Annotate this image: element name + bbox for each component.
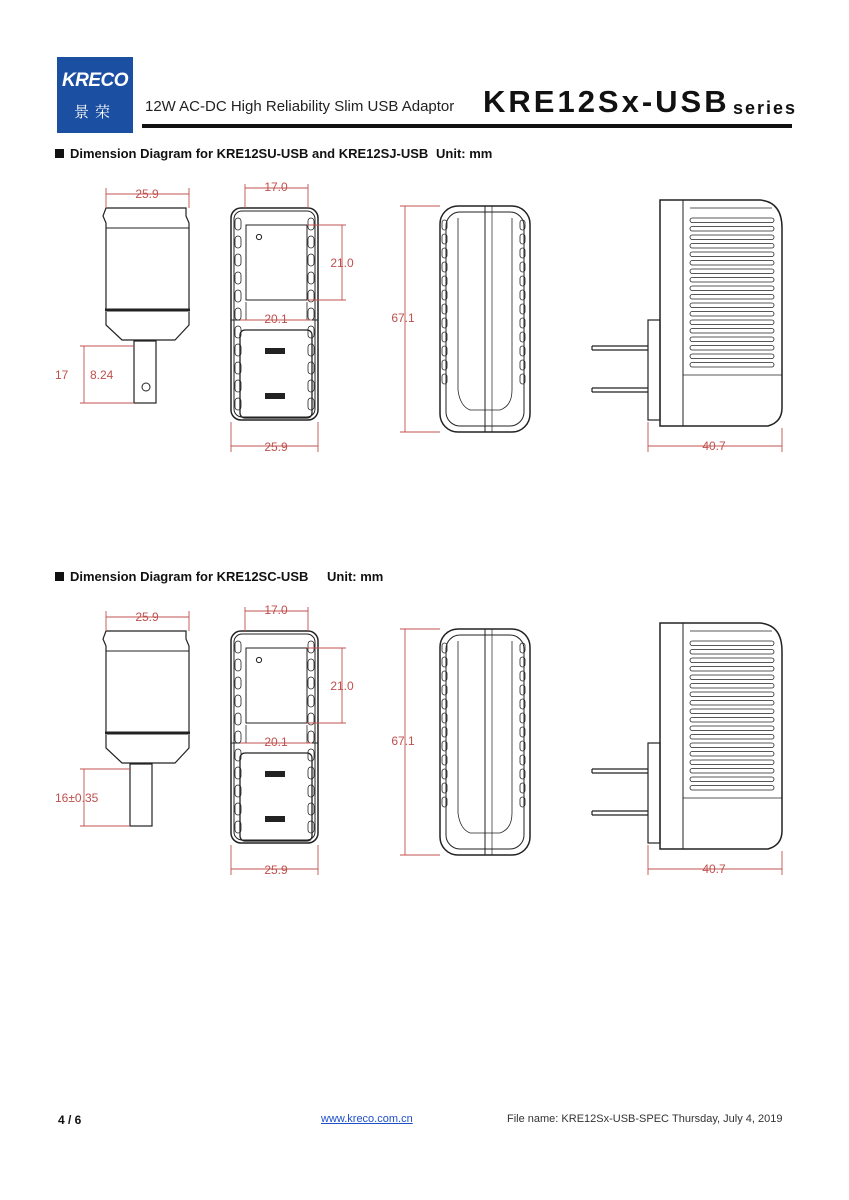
profile-vent-slots bbox=[442, 220, 525, 384]
vent-rib bbox=[235, 290, 241, 302]
dim-plug-width: 20.1 bbox=[264, 735, 288, 749]
kreco-logo bbox=[57, 57, 133, 133]
dim-front-width-bottom: 25.9 bbox=[264, 440, 288, 454]
vent-rib bbox=[308, 821, 314, 833]
vent-rib bbox=[690, 354, 774, 359]
adaptor-rear-view bbox=[592, 623, 782, 849]
vent-rib bbox=[308, 344, 314, 356]
vent-rib bbox=[235, 641, 241, 653]
vent-rib bbox=[235, 731, 241, 743]
vent-rib bbox=[308, 398, 314, 410]
vent-rib bbox=[690, 286, 774, 291]
section-title-1-text: Dimension Diagram for KRE12SU-USB and KRE12SJ-USB bbox=[70, 146, 429, 161]
vent-rib bbox=[308, 308, 314, 320]
vent-rib bbox=[690, 692, 774, 697]
vent-rib bbox=[690, 337, 774, 342]
vent-rib bbox=[690, 658, 774, 663]
vent-rib bbox=[690, 760, 774, 765]
vent-rib bbox=[235, 713, 241, 725]
vent-rib bbox=[690, 303, 774, 308]
dim-front-width-top: 17.0 bbox=[264, 603, 288, 617]
vent-rib bbox=[308, 659, 314, 671]
dimension-lines bbox=[80, 184, 782, 452]
dim-pin-length: 17 bbox=[55, 368, 69, 382]
vent-rib bbox=[690, 743, 774, 748]
vent-rib bbox=[690, 650, 774, 655]
vent-rib bbox=[690, 244, 774, 249]
vent-rib bbox=[690, 269, 774, 274]
dimension-diagram-2 bbox=[0, 593, 849, 893]
vent-rib bbox=[690, 709, 774, 714]
vent-rib bbox=[690, 261, 774, 266]
dim-front-width-top: 17.0 bbox=[264, 180, 288, 194]
vent-rib bbox=[235, 677, 241, 689]
website-link[interactable]: www.kreco.com.cn bbox=[321, 1113, 413, 1125]
section-title-1 bbox=[55, 146, 428, 161]
vent-rib bbox=[690, 278, 774, 283]
vent-rib bbox=[690, 295, 774, 300]
adaptor-profile-view bbox=[440, 629, 530, 855]
series-model-title: KRE12Sx-USB bbox=[483, 84, 730, 119]
square-bullet-icon bbox=[55, 149, 64, 158]
vent-rib bbox=[308, 731, 314, 743]
vent-rib bbox=[690, 363, 774, 368]
vent-rib bbox=[308, 254, 314, 266]
vent-rib bbox=[235, 308, 241, 320]
dim-depth: 40.7 bbox=[702, 439, 726, 453]
section-title-2 bbox=[55, 569, 308, 584]
vent-rib bbox=[308, 380, 314, 392]
vent-rib bbox=[308, 767, 314, 779]
adaptor-rear-view bbox=[592, 200, 782, 426]
vent-rib bbox=[690, 735, 774, 740]
dim-side-width: 25.9 bbox=[135, 187, 159, 201]
vent-rib bbox=[308, 785, 314, 797]
vent-rib bbox=[308, 641, 314, 653]
profile-vent-slots bbox=[442, 643, 525, 807]
vent-rib bbox=[235, 218, 241, 230]
vent-rib bbox=[690, 252, 774, 257]
dim-plug-width: 20.1 bbox=[264, 312, 288, 326]
dimension-diagram-1 bbox=[0, 170, 849, 470]
vent-rib bbox=[690, 701, 774, 706]
vent-rib bbox=[690, 684, 774, 689]
vent-rib bbox=[235, 272, 241, 284]
vent-rib bbox=[690, 667, 774, 672]
adaptor-profile-view bbox=[440, 206, 530, 432]
adaptor-side-view bbox=[103, 631, 190, 763]
vent-rib bbox=[690, 675, 774, 680]
pin-hole bbox=[142, 383, 150, 391]
vent-rib bbox=[690, 320, 774, 325]
page-number: 4 / 6 bbox=[58, 1113, 82, 1127]
dim-label-height: 21.0 bbox=[330, 679, 354, 693]
vent-rib bbox=[308, 272, 314, 284]
dim-depth: 40.7 bbox=[702, 862, 726, 876]
section-title-2-text: Dimension Diagram for KRE12SC-USB bbox=[70, 569, 309, 584]
vent-rib bbox=[308, 695, 314, 707]
logo-chinese-text: 景荣 bbox=[73, 103, 116, 121]
dim-pin-spacing: 8.24 bbox=[90, 368, 114, 382]
vent-rib bbox=[235, 254, 241, 266]
vent-rib bbox=[690, 641, 774, 646]
round-pin-outline bbox=[130, 764, 152, 826]
product-subtitle: 12W AC-DC High Reliability Slim USB Adaptor bbox=[145, 98, 455, 115]
vent-rib bbox=[690, 218, 774, 223]
section-unit-2: Unit: mm bbox=[327, 569, 384, 584]
vent-rib bbox=[690, 777, 774, 782]
vent-rib bbox=[308, 803, 314, 815]
adaptor-side-view bbox=[103, 208, 190, 340]
vent-rib bbox=[308, 677, 314, 689]
square-bullet-icon bbox=[55, 572, 64, 581]
dim-side-width: 25.9 bbox=[135, 610, 159, 624]
rear-vent-ribs bbox=[690, 641, 774, 790]
vent-rib bbox=[690, 786, 774, 791]
vent-rib bbox=[690, 769, 774, 774]
vent-rib bbox=[690, 752, 774, 757]
vent-rib bbox=[690, 718, 774, 723]
file-name: File name: KRE12Sx-USB-SPEC bbox=[507, 1113, 669, 1125]
dim-label-height: 21.0 bbox=[330, 256, 354, 270]
vent-rib bbox=[235, 695, 241, 707]
logo-text: KRECO bbox=[61, 70, 129, 91]
vent-rib bbox=[308, 362, 314, 374]
vent-rib bbox=[308, 236, 314, 248]
vent-rib bbox=[690, 227, 774, 232]
document-date: Thursday, July 4, 2019 bbox=[672, 1113, 783, 1125]
series-label: series bbox=[733, 98, 798, 118]
rear-vent-ribs bbox=[690, 218, 774, 367]
vent-rib bbox=[690, 235, 774, 240]
vent-rib bbox=[235, 236, 241, 248]
vent-rib bbox=[308, 218, 314, 230]
dim-front-width-bottom: 25.9 bbox=[264, 863, 288, 877]
vent-rib bbox=[235, 659, 241, 671]
dim-pin-length: 16±0.35 bbox=[55, 791, 99, 805]
vent-rib bbox=[690, 726, 774, 731]
dimension-lines bbox=[80, 607, 782, 875]
dim-height: 67.1 bbox=[391, 734, 415, 748]
section-unit-1: Unit: mm bbox=[436, 146, 493, 161]
vent-rib bbox=[690, 312, 774, 317]
vent-rib bbox=[690, 329, 774, 334]
vent-rib bbox=[690, 346, 774, 351]
header-rule bbox=[142, 124, 792, 128]
dim-height: 67.1 bbox=[391, 311, 415, 325]
flat-pin-outline bbox=[134, 341, 156, 403]
